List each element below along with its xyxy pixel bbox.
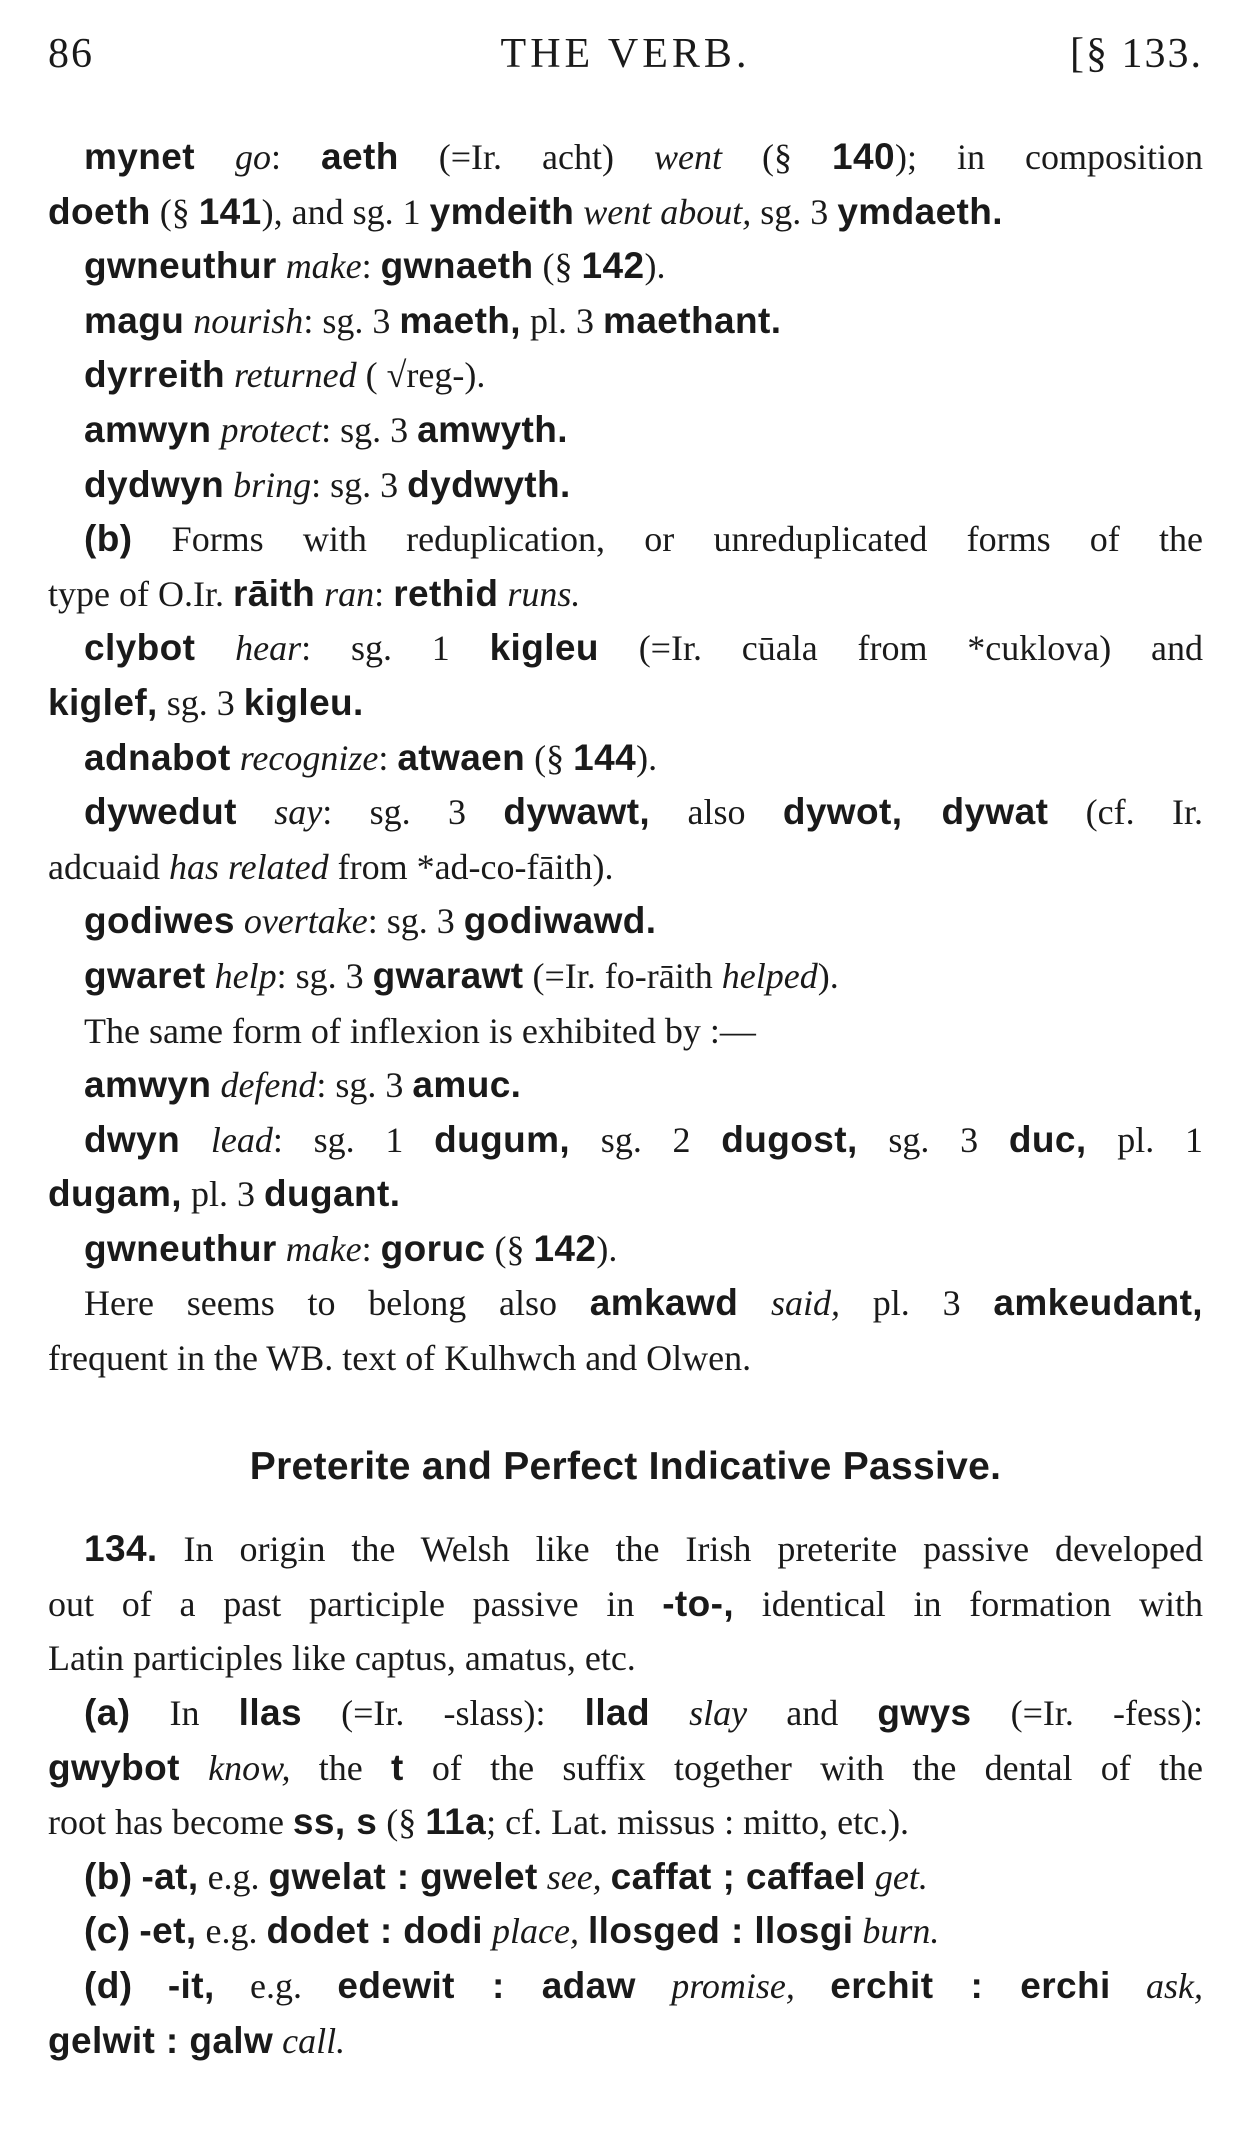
text-run: : bbox=[361, 1228, 381, 1269]
running-header bbox=[48, 30, 1203, 90]
text-run: type of O.Ir. bbox=[48, 573, 233, 614]
welsh-form: (d) bbox=[84, 1965, 133, 2006]
welsh-form: amwyn bbox=[84, 1064, 212, 1106]
text-run: identical in formation with bbox=[734, 1583, 1203, 1624]
text-line bbox=[48, 1741, 1203, 1796]
welsh-form: 142 bbox=[581, 245, 645, 287]
text-run: : bbox=[361, 246, 381, 287]
text-run bbox=[180, 1748, 208, 1788]
gloss: help bbox=[214, 955, 277, 996]
text-run: sg. 2 bbox=[570, 1119, 722, 1160]
welsh-form: erchit : erchi bbox=[830, 1965, 1111, 2006]
text-line bbox=[48, 1850, 1203, 1905]
text-run: (§ bbox=[150, 191, 199, 232]
text-run: sg. 3 bbox=[857, 1119, 1009, 1160]
welsh-form: aeth bbox=[321, 136, 399, 177]
text-run: (§ bbox=[722, 137, 833, 177]
text-run: : sg. 3 bbox=[276, 955, 373, 996]
text-run: : sg. 3 bbox=[316, 1065, 413, 1106]
text-run: pl. 3 bbox=[521, 300, 604, 341]
gloss: runs. bbox=[507, 573, 581, 614]
section-heading: Preterite and Perfect Indicative Passive. bbox=[249, 1444, 1002, 1488]
text-line bbox=[48, 512, 1203, 567]
text-run: ). bbox=[817, 955, 839, 996]
text-run bbox=[237, 792, 274, 832]
page-body bbox=[48, 130, 1203, 2068]
gloss: burn. bbox=[862, 1911, 940, 1952]
welsh-form: dywedut bbox=[84, 791, 237, 833]
text-run bbox=[574, 192, 583, 232]
welsh-form: (c) bbox=[84, 1910, 131, 1952]
gloss: nourish bbox=[193, 300, 304, 341]
text-run bbox=[277, 1229, 286, 1269]
text-run: and bbox=[747, 1693, 878, 1734]
text-line bbox=[48, 1904, 1203, 1959]
gloss: get. bbox=[874, 1856, 928, 1897]
text-run bbox=[273, 2021, 282, 2061]
text-run: pl. 3 bbox=[181, 1174, 264, 1215]
welsh-form: dydwyn bbox=[84, 463, 225, 505]
running-title: THE VERB. bbox=[500, 31, 751, 77]
text-run bbox=[315, 574, 324, 614]
text-run bbox=[579, 1911, 588, 1951]
text-run: In bbox=[130, 1693, 239, 1734]
welsh-form: (a) bbox=[84, 1692, 131, 1734]
text-run bbox=[224, 465, 233, 505]
welsh-form: llas bbox=[238, 1692, 302, 1734]
welsh-form: rethid bbox=[393, 572, 499, 614]
text-line bbox=[48, 949, 1203, 1004]
welsh-form: 144 bbox=[573, 736, 637, 778]
page-number: 86 bbox=[48, 31, 94, 77]
text-run bbox=[225, 355, 234, 395]
text-line bbox=[48, 731, 1203, 786]
welsh-form: dyrreith bbox=[84, 354, 225, 396]
gloss: went about, bbox=[583, 191, 752, 232]
text-run bbox=[602, 1857, 611, 1897]
welsh-form: mynet bbox=[84, 136, 195, 177]
text-line bbox=[48, 1058, 1203, 1113]
text-line bbox=[48, 1631, 1203, 1686]
text-run: (§ bbox=[377, 1802, 426, 1843]
text-run: In origin the Welsh like the Irish preterite passive developed bbox=[157, 1529, 1203, 1570]
text-run: : bbox=[378, 737, 398, 778]
welsh-form: gwneuthur bbox=[84, 245, 277, 287]
text-run: : bbox=[271, 137, 322, 177]
welsh-form: dugost, bbox=[721, 1118, 858, 1160]
gloss: make bbox=[285, 246, 362, 287]
welsh-form: 11a bbox=[425, 1801, 487, 1843]
text-line bbox=[48, 348, 1203, 403]
text-run: Latin participles like captus, amatus, etc. bbox=[48, 1638, 636, 1679]
text-line bbox=[48, 1522, 1203, 1577]
welsh-form: dugam, bbox=[48, 1173, 182, 1215]
text-line bbox=[48, 676, 1203, 731]
text-line bbox=[48, 239, 1203, 294]
welsh-form: maeth, bbox=[399, 299, 521, 341]
welsh-form: duc, bbox=[1008, 1118, 1087, 1160]
welsh-form: llosged : llosgi bbox=[587, 1910, 854, 1952]
text-run: : sg. 3 bbox=[303, 300, 400, 341]
welsh-form: godiwawd. bbox=[463, 900, 657, 942]
text-run: pl. 3 bbox=[840, 1283, 994, 1324]
welsh-form: ymdaeth. bbox=[837, 190, 1003, 232]
text-run bbox=[795, 1966, 830, 2006]
text-run: (§ bbox=[533, 246, 582, 287]
section-134-text bbox=[48, 1522, 1203, 2068]
text-run bbox=[650, 1693, 689, 1733]
welsh-form: (b) bbox=[84, 518, 133, 560]
text-line bbox=[48, 294, 1203, 349]
welsh-form: dwyn bbox=[84, 1118, 181, 1160]
welsh-form: gwys bbox=[877, 1692, 972, 1734]
text-run: : sg. 1 bbox=[272, 1119, 435, 1160]
text-run: e.g. bbox=[214, 1966, 338, 2006]
welsh-form: 134. bbox=[84, 1528, 158, 1570]
welsh-form: -it, bbox=[167, 1965, 215, 2006]
text-line bbox=[48, 1686, 1203, 1741]
text-run: out of a past participle passive in bbox=[48, 1583, 663, 1624]
text-run: e.g. bbox=[196, 1911, 267, 1952]
welsh-form: kigleu. bbox=[243, 681, 364, 723]
welsh-form: 142 bbox=[533, 1227, 597, 1269]
text-run bbox=[184, 301, 193, 341]
welsh-form: amkawd bbox=[589, 1282, 739, 1324]
welsh-form: maethant. bbox=[603, 299, 782, 341]
welsh-form: magu bbox=[84, 299, 185, 341]
welsh-form: amuc. bbox=[412, 1064, 522, 1106]
text-run: root has become bbox=[48, 1802, 293, 1843]
text-line bbox=[48, 1167, 1203, 1222]
text-run: sg. 3 bbox=[157, 682, 244, 723]
gloss: promise, bbox=[671, 1966, 795, 2006]
text-run: frequent in the WB. text of Kulhwch and Olwen. bbox=[48, 1338, 752, 1379]
gloss: bring bbox=[233, 464, 312, 505]
text-run: (§ bbox=[525, 737, 574, 778]
gloss: has related bbox=[168, 846, 329, 887]
text-run: also bbox=[650, 792, 783, 833]
welsh-form: kiglef, bbox=[48, 681, 158, 723]
gloss: place, bbox=[491, 1911, 579, 1952]
text-run bbox=[206, 956, 215, 996]
welsh-form: dodet : dodi bbox=[266, 1910, 483, 1952]
text-run: The same form of inflexion is exhibited by :— bbox=[84, 1010, 756, 1051]
welsh-form: -to-, bbox=[662, 1582, 735, 1624]
welsh-form: t bbox=[390, 1746, 404, 1788]
text-line bbox=[48, 1113, 1203, 1168]
gloss: went bbox=[654, 137, 722, 177]
text-run: (=Ir. acht) bbox=[398, 137, 654, 177]
welsh-form: gwnaeth bbox=[380, 245, 534, 287]
text-run bbox=[738, 1283, 771, 1323]
welsh-form: ymdeith bbox=[429, 190, 575, 232]
text-run bbox=[538, 1857, 547, 1897]
gloss: helped bbox=[721, 955, 818, 996]
section-133-text bbox=[48, 130, 1203, 1386]
gloss: slay bbox=[689, 1693, 748, 1734]
welsh-form: dywot, dywat bbox=[782, 791, 1049, 833]
text-line bbox=[48, 567, 1203, 622]
text-line bbox=[48, 1222, 1203, 1277]
welsh-form: amwyth. bbox=[417, 408, 568, 450]
text-run: (cf. Ir. bbox=[1048, 792, 1203, 833]
gloss: said, bbox=[771, 1283, 841, 1324]
welsh-form: 140 bbox=[832, 136, 895, 177]
gloss: know, bbox=[208, 1747, 291, 1788]
text-run: (=Ir. -slass): bbox=[302, 1693, 585, 1734]
text-run: : sg. 1 bbox=[301, 628, 490, 669]
text-run: adcuaid bbox=[48, 846, 169, 887]
text-run bbox=[231, 738, 240, 778]
text-run: : bbox=[374, 573, 394, 614]
welsh-form: edewit : adaw bbox=[337, 1965, 636, 2006]
text-run: ); in composition bbox=[894, 137, 1203, 177]
text-run: the bbox=[290, 1747, 391, 1788]
text-line bbox=[48, 403, 1203, 458]
gloss: say bbox=[274, 792, 323, 833]
gloss: make bbox=[285, 1228, 362, 1269]
gloss: see, bbox=[546, 1856, 602, 1897]
gloss: overtake bbox=[243, 901, 368, 942]
gloss: ran bbox=[324, 573, 375, 614]
gloss: lead bbox=[210, 1119, 273, 1160]
text-run bbox=[1111, 1966, 1146, 2006]
welsh-form: dugum, bbox=[434, 1118, 571, 1160]
section-reference: [§ 133. bbox=[1070, 31, 1203, 77]
text-run bbox=[866, 1857, 875, 1897]
text-line bbox=[48, 1276, 1203, 1331]
welsh-form: gwaret bbox=[84, 954, 206, 996]
text-run: pl. 1 bbox=[1086, 1119, 1204, 1160]
welsh-form: kigleu bbox=[489, 627, 599, 669]
text-run: of the suffix together with the dental of the bbox=[403, 1747, 1204, 1788]
welsh-form: dywawt, bbox=[503, 791, 651, 833]
welsh-form: clybot bbox=[84, 627, 196, 669]
welsh-form: amkeudant, bbox=[993, 1282, 1203, 1324]
text-run: ; cf. Lat. missus : mitto, etc.). bbox=[486, 1802, 910, 1843]
gloss: hear bbox=[235, 628, 302, 669]
text-run: ( √reg-). bbox=[356, 355, 486, 396]
gloss: ask, bbox=[1146, 1966, 1204, 2006]
text-line bbox=[48, 894, 1203, 949]
welsh-form: -et, bbox=[139, 1910, 197, 1952]
gloss: protect bbox=[220, 409, 322, 450]
text-run bbox=[195, 137, 235, 177]
text-line bbox=[48, 785, 1203, 840]
text-run: : sg. 3 bbox=[322, 792, 504, 833]
welsh-form: rāith bbox=[232, 572, 316, 614]
welsh-form: atwaen bbox=[397, 736, 526, 778]
welsh-form: amwyn bbox=[84, 408, 212, 450]
text-run: (=Ir. cūala from *cuklova) and bbox=[598, 628, 1203, 669]
gloss: go bbox=[235, 137, 271, 177]
welsh-form: doeth bbox=[48, 190, 151, 232]
welsh-form: llad bbox=[584, 1692, 650, 1734]
welsh-form: gwneuthur bbox=[84, 1227, 277, 1269]
text-line bbox=[48, 1004, 1203, 1059]
welsh-form: godiwes bbox=[84, 900, 235, 942]
text-run bbox=[483, 1911, 492, 1951]
welsh-form: caffat ; caffael bbox=[610, 1855, 866, 1897]
text-run: : sg. 3 bbox=[367, 901, 464, 942]
text-line bbox=[48, 130, 1203, 185]
gloss: returned bbox=[233, 355, 357, 396]
welsh-form: 141 bbox=[198, 190, 262, 232]
text-line bbox=[48, 458, 1203, 513]
text-run: Here seems to belong also bbox=[84, 1283, 590, 1324]
welsh-form: ss, s bbox=[292, 1801, 378, 1843]
text-run: : sg. 3 bbox=[321, 409, 418, 450]
text-run: ). bbox=[644, 246, 666, 287]
text-run: (=Ir. fo-rāith bbox=[523, 955, 722, 996]
text-run: from *ad-co-fāith). bbox=[328, 846, 614, 887]
text-line bbox=[48, 840, 1203, 895]
welsh-form: gwybot bbox=[48, 1746, 180, 1788]
text-line bbox=[48, 185, 1203, 240]
welsh-form: gelwit : galw bbox=[48, 2019, 274, 2061]
text-line bbox=[48, 1959, 1203, 2014]
text-run: (§ bbox=[485, 1228, 534, 1269]
text-line bbox=[48, 1577, 1203, 1632]
text-run bbox=[277, 246, 286, 286]
welsh-form: (b) bbox=[84, 1855, 133, 1897]
gloss: defend bbox=[220, 1065, 317, 1106]
text-run bbox=[636, 1966, 671, 2006]
welsh-form: -at, bbox=[141, 1855, 199, 1897]
welsh-form: dugant. bbox=[263, 1173, 401, 1215]
text-run: (=Ir. -fess): bbox=[971, 1693, 1203, 1734]
text-line bbox=[48, 1331, 1203, 1386]
text-run bbox=[235, 901, 244, 941]
welsh-form: dydwyth. bbox=[407, 463, 571, 505]
text-line bbox=[48, 1795, 1203, 1850]
welsh-form: adnabot bbox=[84, 736, 231, 778]
welsh-form: goruc bbox=[380, 1227, 486, 1269]
text-run: sg. 3 bbox=[751, 191, 838, 232]
text-run: ), and sg. 1 bbox=[261, 191, 430, 232]
text-run bbox=[195, 628, 235, 668]
text-run: Forms with reduplication, or unreduplicated forms of the bbox=[132, 519, 1203, 560]
text-line bbox=[48, 2014, 1203, 2069]
text-run: : sg. 3 bbox=[311, 464, 408, 505]
text-run: e.g. bbox=[198, 1856, 269, 1897]
welsh-form: gwarawt bbox=[372, 954, 524, 996]
gloss: call. bbox=[282, 2020, 346, 2061]
gloss: recognize bbox=[239, 737, 379, 778]
text-run bbox=[132, 1966, 167, 2006]
text-run: ). bbox=[636, 737, 658, 778]
text-run bbox=[180, 1120, 211, 1160]
text-line bbox=[48, 621, 1203, 676]
text-run: ). bbox=[596, 1228, 618, 1269]
welsh-form: gwelat : gwelet bbox=[268, 1855, 538, 1897]
